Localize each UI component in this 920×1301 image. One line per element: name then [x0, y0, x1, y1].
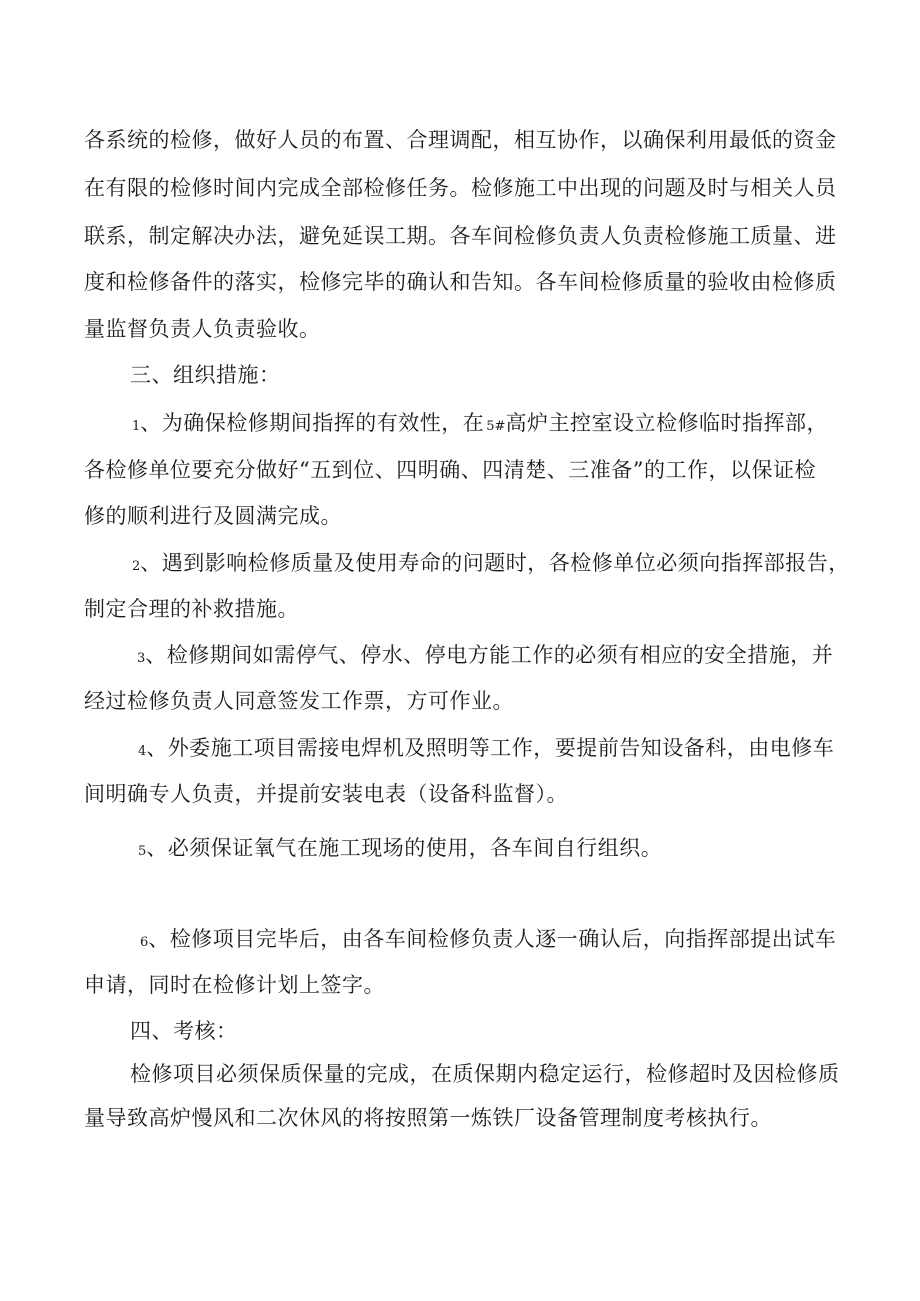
item-3-line-2: 经过检修负责人同意签发工作票，方可作业。: [84, 689, 514, 713]
item-text: 为确保检修期间指挥的有效性，在: [161, 411, 485, 435]
intro-line-2: 在有限的检修时间内完成全部检修任务。检修施工中出现的问题及时与相关人员: [84, 176, 837, 200]
item-separator: 、: [140, 551, 162, 575]
item-1-line-1: [132, 409, 828, 441]
item-text: 检修项目完毕后，由各车间检修负责人逐一确认后，向指挥部提出试车: [169, 927, 837, 951]
item-separator: 、: [145, 643, 167, 667]
item-number: 2: [132, 559, 141, 574]
section-4-line-2: 量导致高炉慢风和二次休风的将按照第一炼铁厂设备管理制度考核执行。: [84, 1106, 772, 1130]
section-4-line-1: 检修项目必须保质保量的完成，在质保期内稳定运行，检修超时及因检修质: [130, 1062, 840, 1086]
intro-line-4: 度和检修备件的落实，检修完毕的确认和告知。各车间检修质量的验收由检修质: [84, 270, 837, 294]
item-text: 高炉主控室设立检修临时指挥部，: [505, 411, 828, 435]
item-1-line-3: 修的顺利进行及圆满完成。: [84, 504, 342, 528]
intro-line-3: 联系，制定解决办法，避免延误工期。各车间检修负责人负责检修施工质量、进: [84, 224, 837, 248]
item-2-line-1: [132, 549, 850, 581]
item-number: 5: [138, 844, 147, 859]
item-separator: 、: [140, 411, 162, 435]
item-4-line-2: 间明确专人负责，并提前安装电表（设备科监督）。: [84, 782, 568, 806]
item-1-line-2: 各检修单位要充分做好“五到位、四明确、四清楚、三准备”的工作，以保证检: [84, 458, 816, 482]
item-text: 必须保证氧气在施工现场的使用，各车间自行组织。: [167, 836, 663, 860]
item-5-line-1: [138, 834, 662, 866]
item-text: 外委施工项目需接电焊机及照明等工作，要提前告知设备科，由电修车: [167, 736, 835, 760]
item-3-line-1: [137, 641, 833, 673]
section-3-heading: 三、组织措施：: [130, 363, 281, 387]
intro-line-5: 量监督负责人负责验收。: [84, 317, 321, 341]
item-number: 6: [140, 935, 149, 950]
furnace-code: 5#: [486, 419, 506, 434]
item-number: 1: [132, 419, 141, 434]
item-6-line-2: 申请，同时在检修计划上签字。: [84, 973, 385, 997]
item-separator: 、: [146, 836, 168, 860]
item-text: 检修期间如需停气、停水、停电方能工作的必须有相应的安全措施，并: [166, 643, 834, 667]
item-number: 3: [137, 651, 146, 666]
item-text: 遇到影响检修质量及使用寿命的问题时，各检修单位必须向指挥部报告，: [161, 551, 850, 575]
item-6-line-1: [140, 925, 836, 957]
item-number: 4: [138, 744, 147, 759]
item-separator: 、: [146, 736, 168, 760]
item-separator: 、: [148, 927, 170, 951]
item-4-line-1: [138, 734, 834, 766]
intro-line-1: 各系统的检修，做好人员的布置、合理调配，相互协作，以确保利用最低的资金: [84, 128, 837, 152]
section-4-heading: 四、考核：: [130, 1019, 238, 1043]
item-2-line-2: 制定合理的补救措施。: [84, 597, 299, 621]
